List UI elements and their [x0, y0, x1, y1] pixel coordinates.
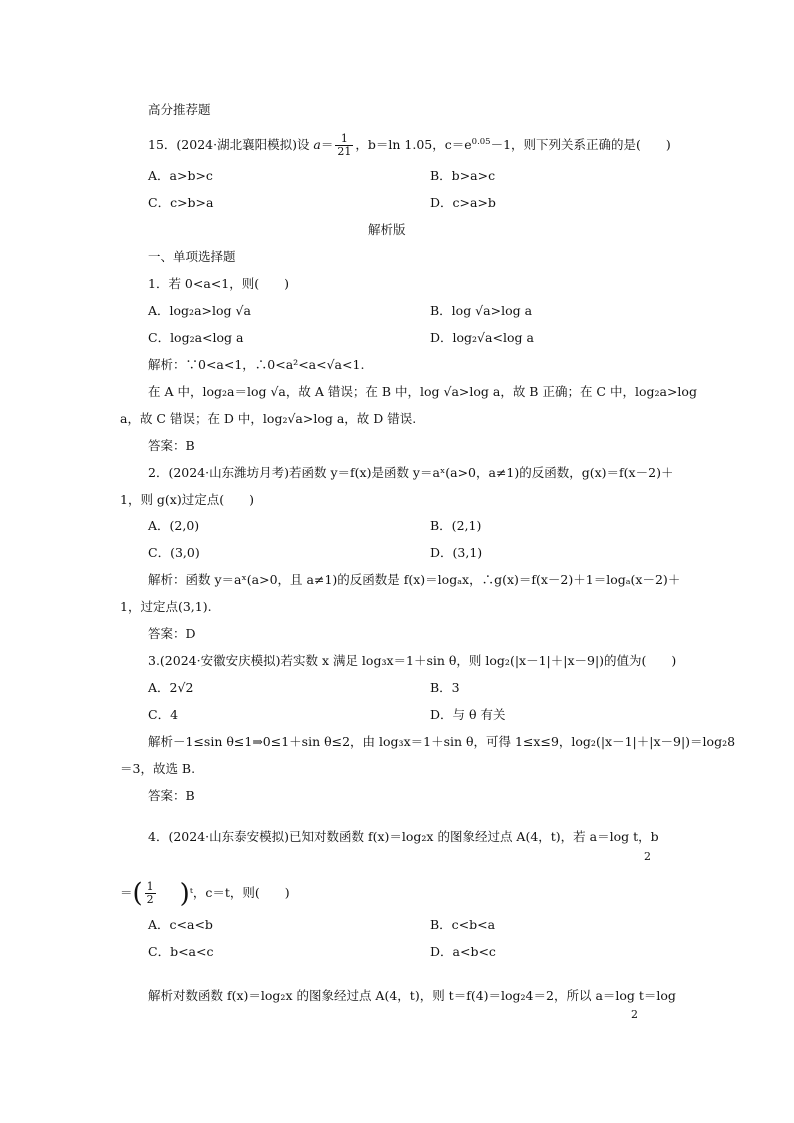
q15-option-d: D．c>a>b — [430, 195, 496, 210]
q15-fraction: $\frac{1}{21}$ — [337, 132, 352, 158]
q4-log-base-2: 2 — [631, 1008, 638, 1021]
q15-stem-post: ，b＝ln 1.05，c＝e — [355, 137, 472, 152]
q4-option-c: C．b<a<c — [148, 944, 214, 959]
q4-stem-2: ＝( $\frac{1}{2}$ )ᵗ，c＝t，则( ) — [120, 878, 290, 909]
q1-option-d: D．log₂√a<log a — [430, 330, 534, 345]
q2-option-a: A．(2,0) — [148, 518, 200, 533]
q3-explanation-2: ＝3，故选 B. — [120, 761, 196, 776]
section-title: 高分推荐题 — [148, 102, 211, 117]
q4-option-a: A．c<a<b — [148, 917, 213, 932]
answer-title: 解析版 — [368, 222, 406, 237]
q2-stem-1: 2．(2024·山东潍坊月考)若函数 y＝f(x)是函数 y＝aˣ(a>0，a≠1)的反函数，g(x)＝f(x－2)＋ — [148, 465, 674, 480]
part-heading: 一、单项选择题 — [148, 249, 236, 264]
q2-explanation-2: 1，过定点(3,1). — [120, 599, 212, 614]
q4-option-d: D．a<b<c — [430, 944, 496, 959]
q2-answer: 答案：D — [148, 626, 196, 641]
q1-explanation-2: 在 A 中，log₂a＝log √a，故 A 错误；在 B 中，log √a>log a，故 B 正确；在 C 中，log₂a>log — [148, 384, 697, 399]
q1-answer: 答案：B — [148, 438, 195, 453]
q1-option-a: A．log₂a>log √a — [148, 303, 251, 318]
q15-stem: 15．(2024·湖北襄阳模拟)设 a＝ $\frac{1}{21}$ ，b＝ln 1.05，$c=e^{0.05}-1$，则下列关系正确的是( ) — [148, 132, 671, 158]
q15-option-c: C．c>b>a — [148, 195, 214, 210]
q3-stem: 3.(2024·安徽安庆模拟)若实数 x 满足 log₃x＝1＋sin θ，则 log₂(|x－1|＋|x－9|)的值为( ) — [148, 653, 677, 668]
q1-explanation-3: a，故 C 错误；在 D 中，log₂√a>log a，故 D 错误. — [120, 411, 417, 426]
q2-stem-2: 1，则 g(x)过定点( ) — [120, 492, 254, 507]
q4-log-base: 2 — [644, 850, 651, 863]
q15-stem-end: －1，则下列关系正确的是( ) — [490, 137, 671, 152]
q2-option-b: B．(2,1) — [430, 518, 482, 533]
q2-explanation-1: 解析：函数 y＝aˣ(a>0，且 a≠1)的反函数是 f(x)＝logₐx，∴g(x)＝f(x－2)＋1＝logₐ(x－2)＋ — [148, 572, 681, 587]
q15-option-b: B．b>a>c — [430, 168, 496, 183]
q3-option-b: B．3 — [430, 680, 460, 695]
q4-explanation-1: 解析对数函数 f(x)＝log₂x 的图象经过点 A(4，t)，则 t＝f(4)＝log₂4＝2，所以 a＝log t＝log — [148, 988, 676, 1003]
q15-exponent: 0.05 — [471, 137, 491, 147]
q1-option-b: B．log √a>log a — [430, 303, 533, 318]
q4-fraction: $\frac{1}{2}$ — [146, 880, 154, 906]
q3-option-c: C．4 — [148, 707, 179, 722]
q15-option-a: A．a>b>c — [148, 168, 213, 183]
q3-explanation-1: 解析－1≤sin θ≤1⇒0≤1＋sin θ≤2，由 log₃x＝1＋sin θ，可得 1≤x≤9，log₂(|x－1|＋|x－9|)＝log₂8 — [148, 734, 736, 749]
q2-option-d: D．(3,1) — [430, 545, 483, 560]
q2-option-c: C．(3,0) — [148, 545, 200, 560]
q1-option-c: C．log₂a<log a — [148, 330, 244, 345]
q15-stem-pre: 15．(2024·湖北襄阳模拟)设 — [148, 137, 314, 152]
q3-option-d: D．与 θ 有关 — [430, 707, 506, 722]
q4-stem-1: 4．(2024·山东泰安模拟)已知对数函数 f(x)＝log₂x 的图象经过点 A(4，t)，若 a＝log t，b — [148, 829, 659, 844]
q4-option-b: B．c<b<a — [430, 917, 496, 932]
q1-stem: 1．若 0<a<1，则( ) — [148, 276, 289, 291]
q3-option-a: A．2√2 — [148, 680, 194, 695]
q1-explanation-1: 解析：∵0<a<1，∴0<a²<a<√a<1. — [148, 357, 365, 372]
q3-answer: 答案：B — [148, 788, 195, 803]
